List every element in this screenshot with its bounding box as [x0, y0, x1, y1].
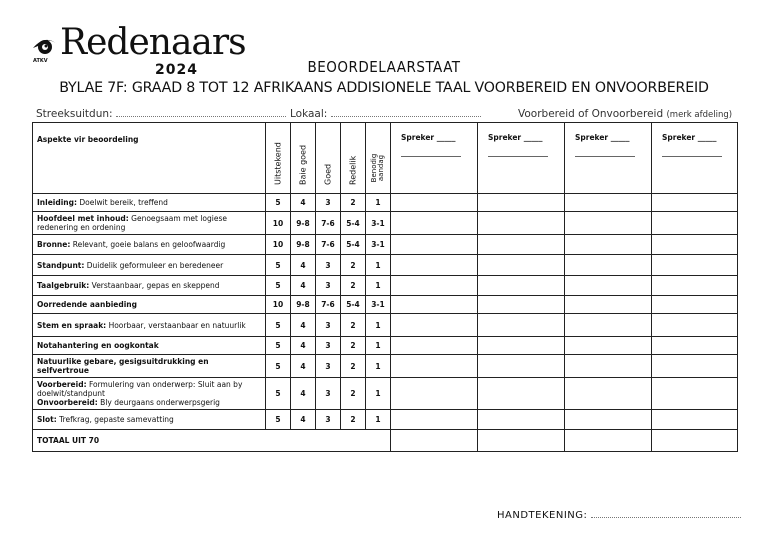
- type-label: Voorbereid of Onvoorbereid: [518, 108, 664, 120]
- aspect-cell: Voorbereid: Formulering van onderwerp: Sluit aan by doelwit/standpunt Onvoorbereid: Bly deurgaans onderwerpsgerig: [33, 378, 266, 410]
- page-subtitle: BYLAE 7F: GRAAD 8 TOT 12 AFRIKAANS ADDISIONELE TAAL VOORBEREID EN ONVOORBEREID: [59, 80, 709, 96]
- score-cell: 4: [291, 378, 316, 410]
- score-cell: 4: [291, 410, 316, 430]
- speaker-score-cell[interactable]: [478, 378, 565, 410]
- speaker-score-cell[interactable]: [565, 410, 652, 430]
- score-cell: 1: [366, 255, 391, 276]
- speaker-score-cell[interactable]: [565, 212, 652, 235]
- score-cell: 3: [316, 337, 341, 355]
- speaker-score-cell[interactable]: [391, 337, 478, 355]
- score-cell: 1: [366, 337, 391, 355]
- region-field[interactable]: [36, 108, 286, 120]
- aspect-cell: Standpunt: Duidelik geformuleer en beredeneer: [33, 255, 266, 276]
- venue-field[interactable]: [290, 108, 481, 120]
- aspect-cell: Bronne: Relevant, goeie balans en geloofwaardig: [33, 235, 266, 255]
- score-header: Goed: [316, 123, 341, 194]
- score-cell: 5: [266, 255, 291, 276]
- score-cell: 3-1: [366, 212, 391, 235]
- speaker-score-cell[interactable]: [652, 314, 738, 337]
- speaker-score-cell[interactable]: [652, 194, 738, 212]
- score-cell: 1: [366, 355, 391, 378]
- score-cell: 10: [266, 296, 291, 314]
- score-cell: 7-6: [316, 235, 341, 255]
- speaker-score-cell[interactable]: [565, 378, 652, 410]
- score-cell: 4: [291, 337, 316, 355]
- score-cell: 3: [316, 378, 341, 410]
- speaker-score-cell[interactable]: [478, 212, 565, 235]
- score-cell: 3: [316, 255, 341, 276]
- score-cell: 3: [316, 276, 341, 296]
- table-row: [33, 194, 738, 212]
- table-row: [33, 410, 738, 430]
- header-row: [33, 123, 738, 194]
- table-row: [33, 212, 738, 235]
- page-title: BEOORDELAARSTAAT: [307, 58, 461, 76]
- score-cell: 3: [316, 314, 341, 337]
- speaker-score-cell[interactable]: [565, 235, 652, 255]
- score-cell: 2: [341, 276, 366, 296]
- venue-label: Lokaal:: [290, 108, 328, 120]
- aspect-cell: Natuurlike gebare, gesigsuitdrukking en selfvertroue: [33, 355, 266, 378]
- score-header: Uitstekend: [266, 123, 291, 194]
- score-cell: 5: [266, 355, 291, 378]
- score-cell: 1: [366, 314, 391, 337]
- speaker-score-cell[interactable]: [565, 255, 652, 276]
- score-cell: 1: [366, 276, 391, 296]
- table-row: [33, 255, 738, 276]
- score-cell: 4: [291, 194, 316, 212]
- speaker-score-cell[interactable]: [652, 255, 738, 276]
- speaker-score-cell[interactable]: [565, 314, 652, 337]
- score-cell: 2: [341, 410, 366, 430]
- speaker-score-cell[interactable]: [652, 378, 738, 410]
- signature-field[interactable]: [497, 510, 741, 521]
- speaker-score-cell[interactable]: [478, 194, 565, 212]
- speaker-score-cell[interactable]: [391, 255, 478, 276]
- table-row: [33, 296, 738, 314]
- score-cell: 5-4: [341, 235, 366, 255]
- aspect-cell: Oorredende aanbieding: [33, 296, 266, 314]
- aspect-cell: Stem en spraak: Hoorbaar, verstaanbaar en natuurlik: [33, 314, 266, 337]
- speaker-total-cell[interactable]: [565, 430, 652, 452]
- table-row: [33, 355, 738, 378]
- speaker-score-cell[interactable]: [391, 355, 478, 378]
- aspect-cell: Slot: Trefkrag, gepaste samevatting: [33, 410, 266, 430]
- score-cell: 2: [341, 337, 366, 355]
- score-cell: 1: [366, 410, 391, 430]
- score-cell: 3-1: [366, 296, 391, 314]
- score-cell: 5: [266, 410, 291, 430]
- score-cell: 2: [341, 255, 366, 276]
- speaker-header[interactable]: Spreker _____: [652, 123, 738, 194]
- speaker-score-cell[interactable]: [391, 276, 478, 296]
- score-cell: 5: [266, 276, 291, 296]
- speaker-score-cell[interactable]: [565, 337, 652, 355]
- speaker-score-cell[interactable]: [478, 355, 565, 378]
- score-cell: 3: [316, 410, 341, 430]
- score-cell: 3: [316, 194, 341, 212]
- speaker-header[interactable]: Spreker _____: [478, 123, 565, 194]
- score-cell: 1: [366, 194, 391, 212]
- total-label: TOTAAL UIT 70: [33, 430, 391, 452]
- speaker-score-cell[interactable]: [478, 235, 565, 255]
- logo-name: Redenaars: [60, 22, 246, 63]
- speaker-score-cell[interactable]: [652, 296, 738, 314]
- table-row: [33, 378, 738, 410]
- speaker-score-cell[interactable]: [478, 337, 565, 355]
- speaker-score-cell[interactable]: [652, 276, 738, 296]
- speaker-score-cell[interactable]: [565, 276, 652, 296]
- speaker-header[interactable]: Spreker _____: [391, 123, 478, 194]
- score-header: Baie goed: [291, 123, 316, 194]
- speaker-score-cell[interactable]: [565, 194, 652, 212]
- speaker-score-cell[interactable]: [478, 314, 565, 337]
- speaker-score-cell[interactable]: [478, 255, 565, 276]
- speaker-score-cell[interactable]: [391, 296, 478, 314]
- speaker-score-cell[interactable]: [565, 355, 652, 378]
- aspect-cell: Inleiding: Doelwit bereik, treffend: [33, 194, 266, 212]
- speaker-total-cell[interactable]: [478, 430, 565, 452]
- total-row: [33, 430, 738, 452]
- score-cell: 9-8: [291, 296, 316, 314]
- speaker-score-cell[interactable]: [478, 276, 565, 296]
- table-row: [33, 314, 738, 337]
- score-cell: 5: [266, 337, 291, 355]
- score-cell: 5: [266, 314, 291, 337]
- speaker-score-cell[interactable]: [478, 296, 565, 314]
- speaker-score-cell[interactable]: [391, 410, 478, 430]
- aspect-cell: Taalgebruik: Verstaanbaar, gepas en skeppend: [33, 276, 266, 296]
- aspect-cell: Hoofdeel met inhoud: Genoegsaam met logiese redenering en ordening: [33, 212, 266, 235]
- score-cell: 5: [266, 378, 291, 410]
- type-field: [518, 108, 732, 120]
- score-cell: 5-4: [341, 296, 366, 314]
- assessment-table: [32, 122, 738, 452]
- score-header: Redelik: [341, 123, 366, 194]
- score-cell: 2: [341, 194, 366, 212]
- score-cell: 4: [291, 355, 316, 378]
- speaker-total-cell[interactable]: [652, 430, 738, 452]
- score-cell: 9-8: [291, 212, 316, 235]
- speaker-header[interactable]: Spreker _____: [565, 123, 652, 194]
- logo-year: 2024: [155, 62, 198, 78]
- speaker-score-cell[interactable]: [391, 235, 478, 255]
- speaker-score-cell[interactable]: [391, 194, 478, 212]
- speaker-score-cell[interactable]: [391, 212, 478, 235]
- score-cell: 7-6: [316, 212, 341, 235]
- speaker-score-cell[interactable]: [652, 410, 738, 430]
- score-cell: 2: [341, 378, 366, 410]
- score-cell: 1: [366, 378, 391, 410]
- speaker-score-cell[interactable]: [652, 355, 738, 378]
- region-label: Streeksuitdun:: [36, 108, 113, 120]
- score-cell: 2: [341, 314, 366, 337]
- score-cell: 2: [341, 355, 366, 378]
- score-cell: 9-8: [291, 235, 316, 255]
- score-cell: 3: [316, 355, 341, 378]
- score-cell: 7-6: [316, 296, 341, 314]
- speaker-score-cell[interactable]: [565, 296, 652, 314]
- score-cell: 10: [266, 212, 291, 235]
- speaker-score-cell[interactable]: [652, 235, 738, 255]
- table-row: [33, 235, 738, 255]
- table-row: [33, 337, 738, 355]
- score-header: Benodig aandag: [366, 123, 391, 194]
- speaker-score-cell[interactable]: [652, 337, 738, 355]
- score-cell: 3-1: [366, 235, 391, 255]
- signature-label: HANDTEKENING:: [497, 510, 588, 521]
- score-cell: 4: [291, 276, 316, 296]
- logo-org: ATKV: [33, 58, 48, 64]
- speaker-score-cell[interactable]: [391, 378, 478, 410]
- eye-logo-icon: [30, 32, 60, 60]
- score-cell: 4: [291, 255, 316, 276]
- aspect-header: Aspekte vir beoordeling: [33, 123, 266, 194]
- speaker-total-cell[interactable]: [391, 430, 478, 452]
- speaker-score-cell[interactable]: [391, 314, 478, 337]
- aspect-cell: Notahantering en oogkontak: [33, 337, 266, 355]
- speaker-score-cell[interactable]: [478, 410, 565, 430]
- score-cell: 5-4: [341, 212, 366, 235]
- score-cell: 10: [266, 235, 291, 255]
- type-note: (merk afdeling): [666, 110, 733, 120]
- table-row: [33, 276, 738, 296]
- score-cell: 4: [291, 314, 316, 337]
- score-cell: 5: [266, 194, 291, 212]
- speaker-score-cell[interactable]: [652, 212, 738, 235]
